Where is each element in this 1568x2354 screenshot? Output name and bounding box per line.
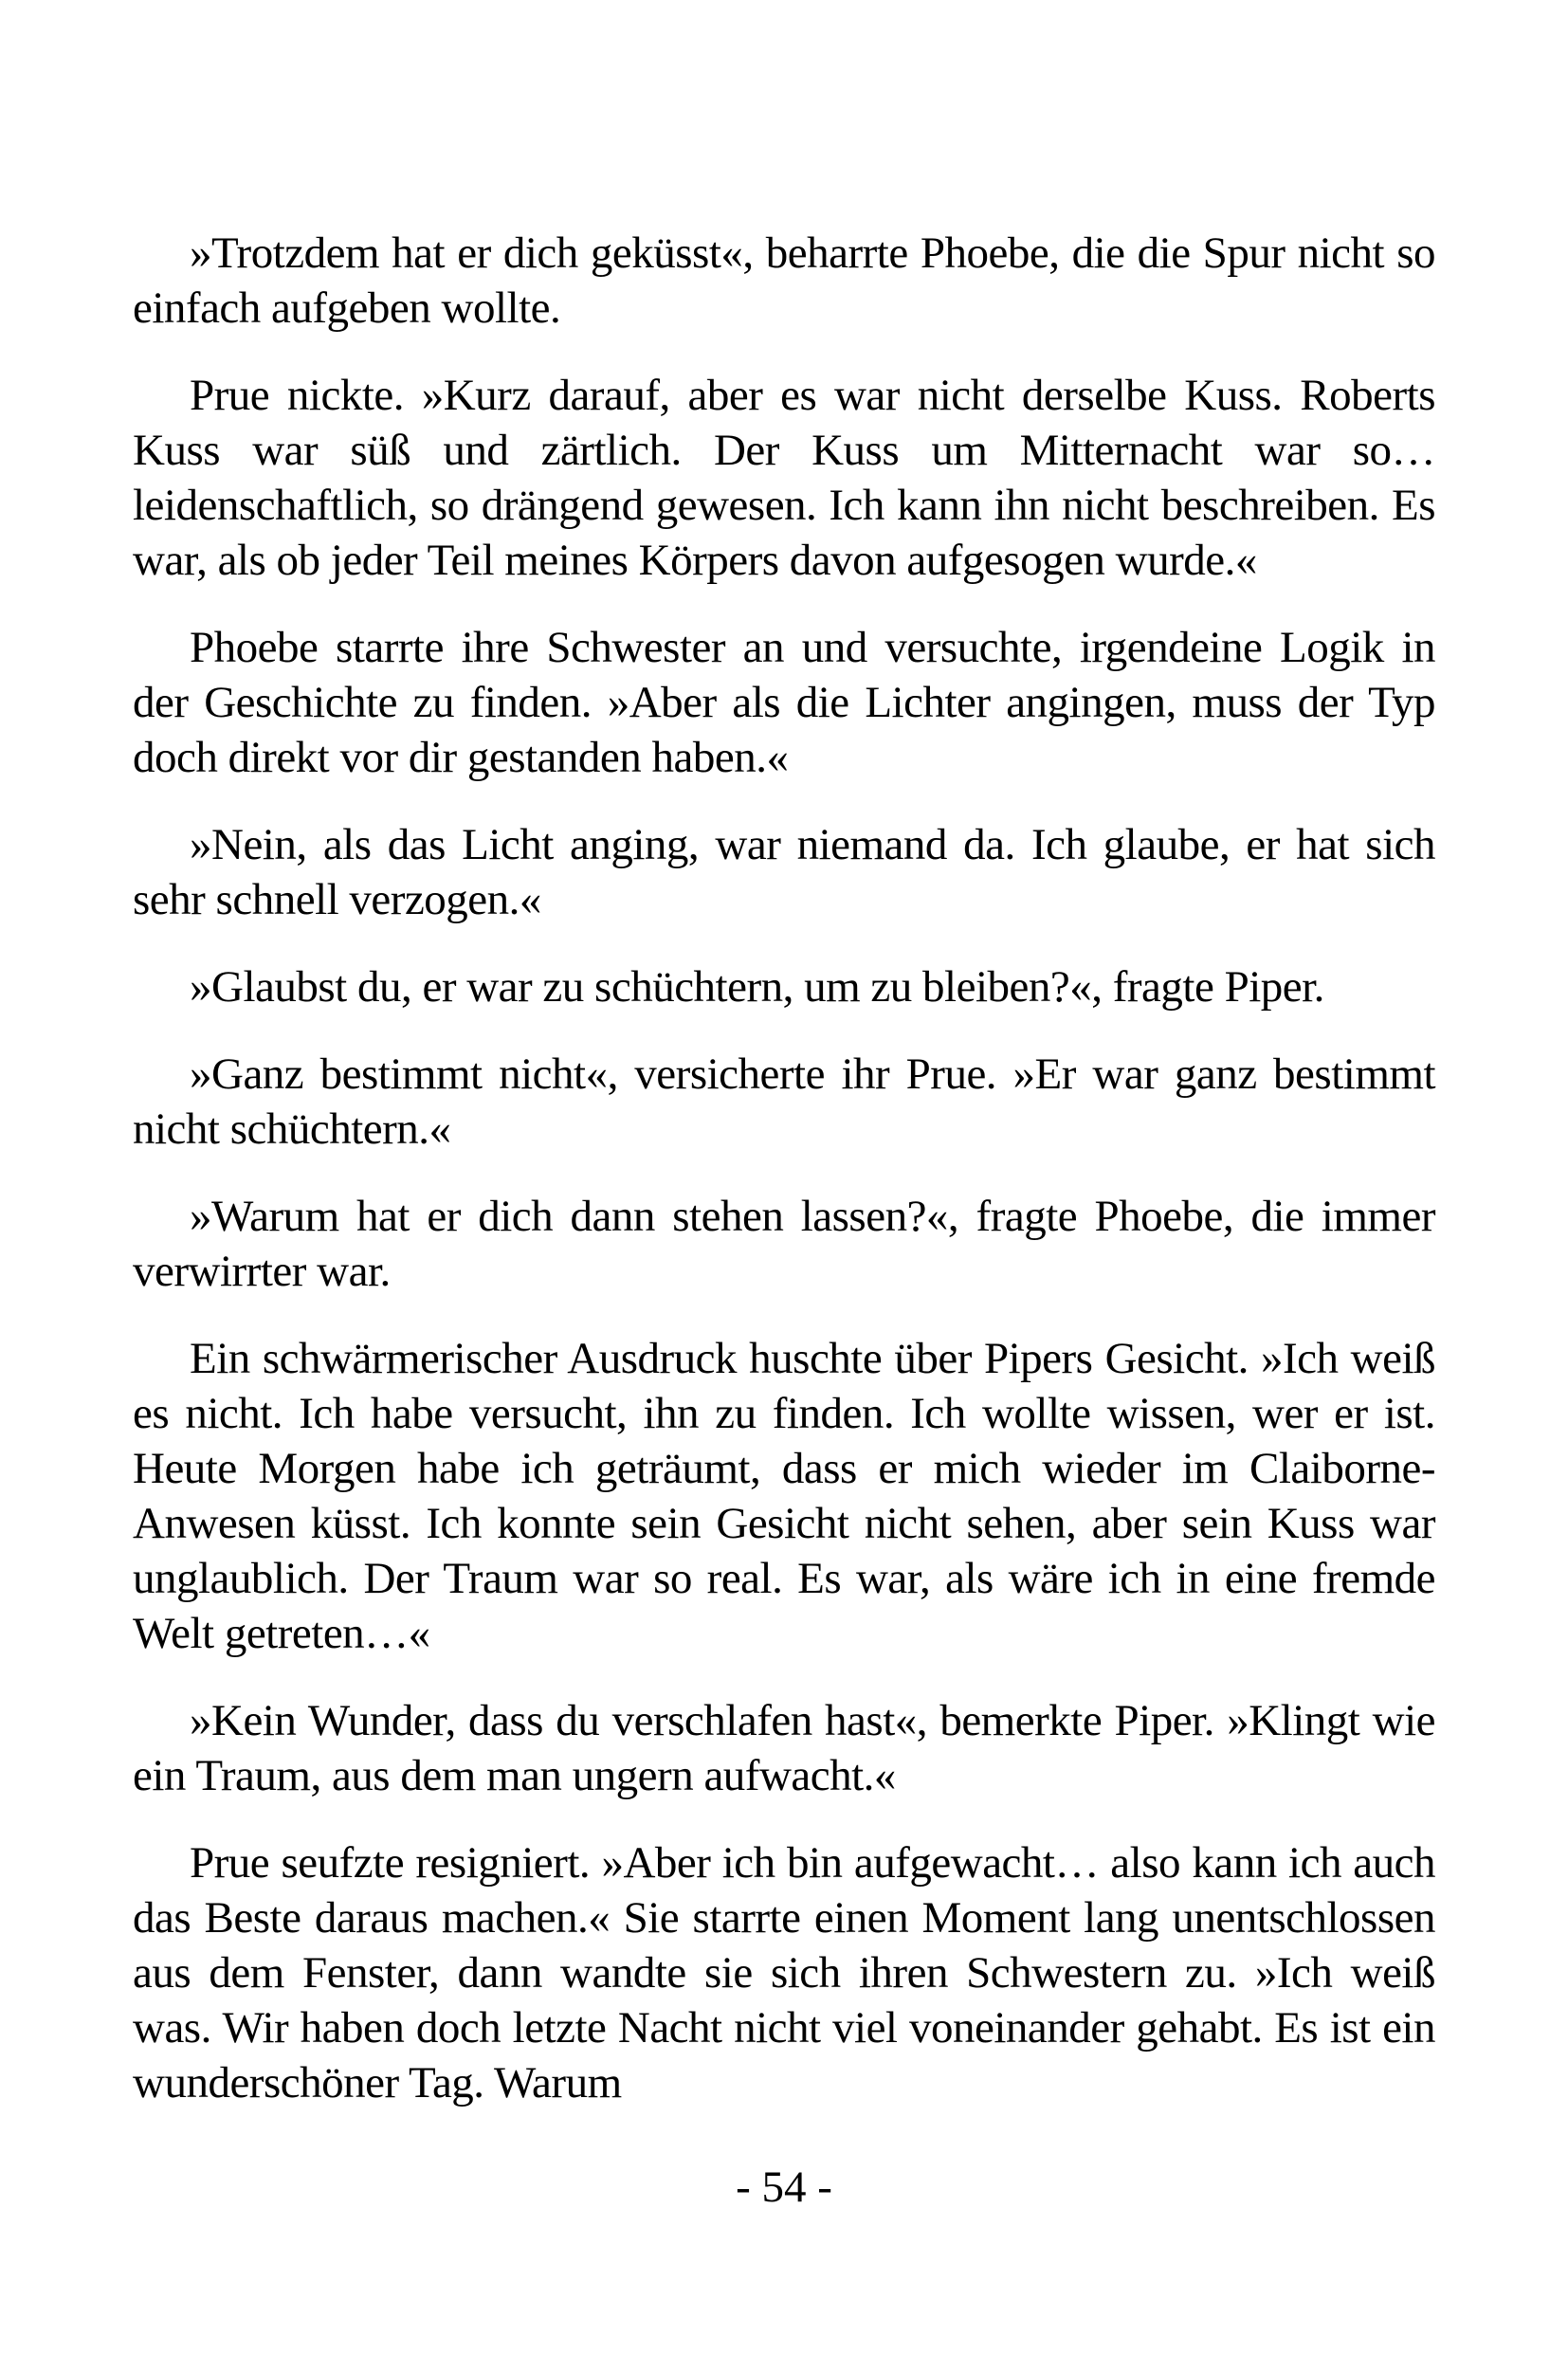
paragraph-2: Prue nickte. »Kurz darauf, aber es war nicht derselbe Kuss. Roberts Kuss war süß und zärtlich. Der Kuss um Mitternacht war so… leidenschaftlich, so drängend gewesen. Ich kann ihn nicht beschreiben. Es war, als ob jeder Teil meines Körpers davon aufgesogen wurde.« (133, 371, 1435, 585)
paragraph-9: »Kein Wunder, dass du verschlafen hast«, bemerkte Piper. »Klingt wie ein Traum, aus dem man ungern aufwacht.« (133, 1696, 1435, 1800)
body-text (133, 226, 1435, 2143)
paragraph-7: »Warum hat er dich dann stehen lassen?«, fragte Phoebe, die immer verwirrter war. (133, 1192, 1435, 1296)
paragraph-3: Phoebe starrte ihre Schwester an und versuchte, irgendeine Logik in der Geschichte zu finden. »Aber als die Lichter angingen, muss der Typ doch direkt vor dir gestanden haben.« (133, 623, 1435, 782)
paragraph-1: »Trotzdem hat er dich geküsst«, beharrte Phoebe, die die Spur nicht so einfach aufgeben wollte. (133, 228, 1435, 333)
paragraph-6: »Ganz bestimmt nicht«, versicherte ihr Prue. »Er war ganz bestimmt nicht schüchtern.« (133, 1049, 1435, 1154)
paragraph-5: »Glaubst du, er war zu schüchtern, um zu bleiben?«, fragte Piper. (190, 962, 1324, 1012)
paragraph-4: »Nein, als das Licht anging, war niemand da. Ich glaube, er hat sich sehr schnell verzogen.« (133, 820, 1435, 924)
paragraph-8: Ein schwärmerischer Ausdruck huschte über Pipers Gesicht. »Ich weiß es nicht. Ich habe versucht, ihn zu finden. Ich wollte wissen, wer er ist. Heute Morgen habe ich geträumt, dass er mich wieder im Claiborne-Anwesen küsst. Ich konnte sein Gesicht nicht sehen, aber sein Kuss war unglaublich. Der Traum war so real. Es war, als wäre ich in eine fremde Welt getreten…« (133, 1334, 1435, 1658)
paragraph-10: Prue seufzte resigniert. »Aber ich bin aufgewacht… also kann ich auch das Beste daraus machen.« Sie starrte einen Moment lang unentschlossen aus dem Fenster, dann wandte sie sich ihren Schwestern zu. »Ich weiß was. Wir haben doch letzte Nacht nicht viel voneinander gehabt. Es ist ein wunderschöner Tag. Warum (133, 1838, 1435, 2108)
page-number: - 54 - (736, 2162, 832, 2212)
